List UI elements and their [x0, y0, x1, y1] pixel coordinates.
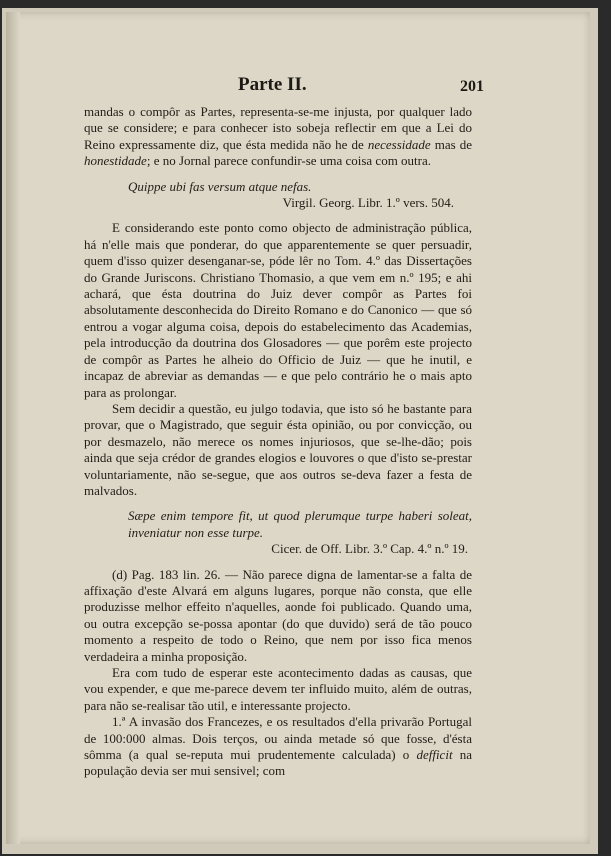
running-header — [84, 72, 484, 102]
emphasis-honestidade: honestidade — [84, 153, 147, 169]
paragraph-1 — [84, 104, 472, 170]
paragraph-footnote-d: (d) Pag. 183 lin. 26. — Não parece digna de lamentar-se a falta de affixação d'este Alvará em alguns lugares, porque não consta, que elle produzisse melhor effeito n'aquelles, aonde foi publicado. Quando uma, ou outra excepção se-possa apontar (do que duvido) será de tão pouco momento a respeito de todo o Reino, que nem por isso fica menos verdadeira a minha proposição. — [84, 566, 472, 664]
paragraph-6-end: na população devia ser mui sensivel; com — [84, 747, 473, 779]
quotation-cicero — [84, 508, 472, 557]
paragraph-1-mid: mas de — [434, 136, 473, 152]
quotation-virgil — [84, 179, 472, 212]
paragraph-6-text: 1.ª A invasão dos Francezes, e os resultados d'ella privarão Portugal de 100:000 almas. Dois terços, ou ainda metade só que fosse, d'ésta sômma (a qual se-reputa mui prudentemente calculada) o — [84, 714, 472, 763]
emphasis-necessidade: necessidade — [367, 136, 431, 152]
paragraph-1-end: ; e no Jornal parece confundir-se uma coisa com outra. — [146, 153, 432, 169]
paragraph-2: E considerando este ponto como objecto de administração pública, há n'elle mais que ponderar, do que apparentemente se quer persuadir, quem d'isso quizer desenganar-se, póde lêr no Tom. 4.º das Dissertações do Grande Juriscons. Christiano Thomasio, a que vem em n.º 195; e ahi achará, que ésta doutrina do Juiz dever compôr as Partes foi absolutamente desconhecida do Direito Romano e do Canonico — que só entrou a vogar alguma coisa, depois do estabelecimento das Academias, pela introducção da doutrina dos Glosadores — que porêm este projecto de compôr as Partes he alheio do Officio de Juiz — que he inutil, e incapaz de abreviar as demandas — e que pelo contrário he o mais apto para as prolongar. — [84, 220, 472, 400]
emphasis-defficit: defficit — [416, 747, 453, 763]
page-gutter-shadow — [6, 12, 20, 844]
quotation-text: Sæpe enim tempore fit, ut quod plerumque turpe haberi soleat, inveniatur non esse turpe. — [128, 508, 472, 540]
quotation-source: Virgil. Georg. Libr. 1.º vers. 504. — [282, 195, 454, 211]
paragraph-1-text: mandas o compôr as Partes, representa-se-me injusta, por qualquer lado que se considere; e para conhecer isto sobeja reflectir em que a Lei do Reino expressamente diz, que ésta medida não he de — [84, 104, 472, 152]
quotation-source: Cicer. de Off. Libr. 3.º Cap. 4.º n.º 19. — [271, 541, 468, 557]
paragraph-6 — [84, 714, 472, 780]
body-text — [84, 104, 472, 780]
page-number: 201 — [460, 78, 484, 95]
paragraph-3: Sem decidir a questão, eu julgo todavia, que isto só he bastante para provar, que o Magistrado, que seguir ésta opinião, ou por convicção, ou por desmazelo, não merece os nomes injuriosos, que se-lhe-dão; pois ainda que seja crédor de grandes elogios e louvores o que d'isto se-prestar voluntariamente, não se-segue, que aos outros se-deva fazer a festa de malvados. — [84, 400, 472, 498]
paragraph-5: Era com tudo de esperar este acontecimento dadas as causas, que vou expender, e que me-parece devem ter influido muito, além de outras, para não se-realisar tão util, e interessante projecto. — [84, 665, 472, 713]
section-title: Parte II. — [238, 74, 307, 95]
quotation-text: Quippe ubi fas versum atque nefas. — [128, 178, 312, 194]
